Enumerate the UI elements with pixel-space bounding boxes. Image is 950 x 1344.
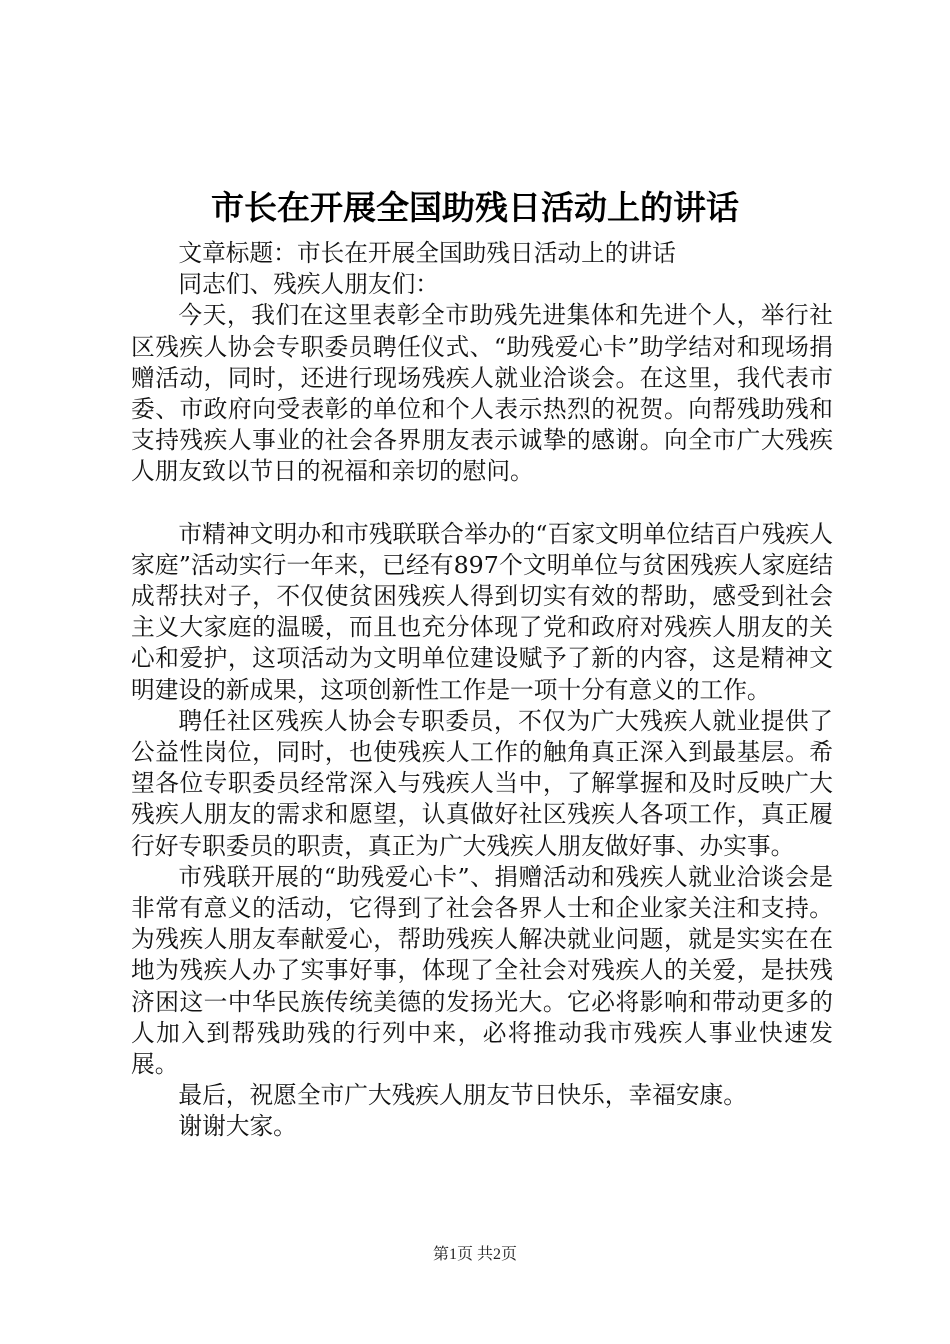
body-paragraph: 聘任社区残疾人协会专职委员，不仅为广大残疾人就业提供了公益性岗位，同时，也使残疾人工作的触角真正深入到最基层。希望各位专职委员经常深入与残疾人当中，了解掌握和及时反映广大残疾人朋友的需求和愿望，认真做好社区残疾人各项工作，真正履行好专职委员的职责，真正为广大残疾人朋友做好事、办实事。 <box>131 706 833 860</box>
salutation: 同志们、残疾人朋友们： <box>178 270 439 299</box>
body-paragraph: 市残联开展的“助残爱心卡”、捐赠活动和残疾人就业洽谈会是非常有意义的活动，它得到了社会各界人士和企业家关注和支持。为残疾人朋友奉献爱心，帮助残疾人解决就业问题，就是实实在在地为残疾人办了实事好事，体现了全社会对残疾人的关爱，是扶残济困这一中华民族传统美德的发扬光大。它必将影响和带动更多的人加入到帮残助残的行列中来，必将推动我市残疾人事业快速发展。 <box>131 862 833 1079</box>
document-title: 市长在开展全国助残日活动上的讲话 <box>211 188 739 227</box>
body-paragraph: 市精神文明办和市残联联合举办的“百家文明单位结百户残疾人家庭”活动实行一年来，已经有897个文明单位与贫困残疾人家庭结成帮扶对子，不仅使贫困残疾人得到切实有效的帮助，感受到社会主义大家庭的温暖，而且也充分体现了党和政府对残疾人朋友的关心和爱护，这项活动为文明单位建设赋予了新的内容，这是精神文明建设的新成果，这项创新性工作是一项十分有意义的工作。 <box>131 519 833 704</box>
body-paragraph: 今天，我们在这里表彰全市助残先进集体和先进个人，举行社区残疾人协会专职委员聘任仪式、“助残爱心卡”助学结对和现场捐赠活动，同时，还进行现场残疾人就业洽谈会。在这里，我代表市委、市政府向受表彰的单位和个人表示热烈的祝贺。向帮残助残和支持残疾人事业的社会各界朋友表示诚挚的感谢。向全市广大残疾人朋友致以节日的祝福和亲切的慰问。 <box>131 301 833 486</box>
document-body <box>131 238 833 1143</box>
article-title-line: 文章标题：市长在开展全国助残日活动上的讲话 <box>178 239 676 267</box>
page-number-footer: 第1页 共2页 <box>432 1246 517 1263</box>
closing-paragraph: 最后，祝愿全市广大残疾人朋友节日快乐，幸福安康。 <box>178 1081 747 1110</box>
closing-thanks: 谢谢大家。 <box>178 1112 297 1141</box>
